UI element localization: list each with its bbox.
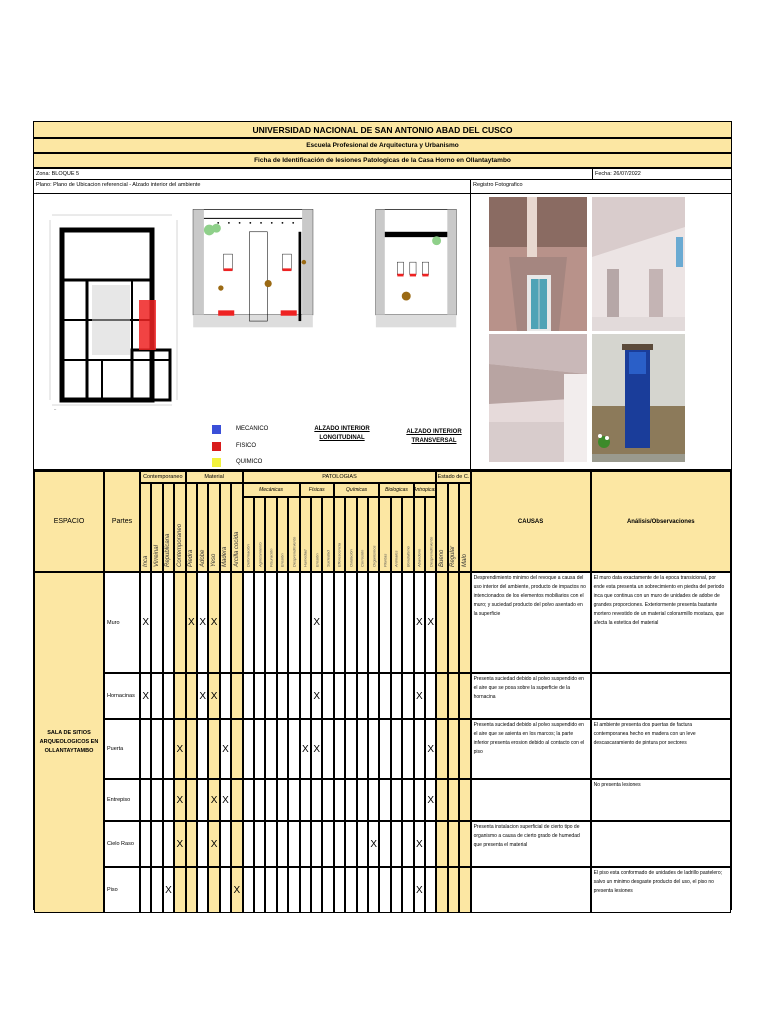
col-header-label: Yeso <box>211 553 218 567</box>
mark-cell <box>448 572 459 673</box>
mark-cell <box>448 719 459 779</box>
col-header <box>391 497 402 572</box>
mark-cell <box>197 779 208 821</box>
mark-cell <box>243 719 254 779</box>
mark-cell: X <box>425 572 436 673</box>
col-header-label: Desprendimiento <box>291 536 297 567</box>
mark-cell <box>243 673 254 719</box>
mark-cell <box>186 821 197 867</box>
mark-cell <box>322 719 333 779</box>
mark-cell <box>357 821 368 867</box>
mark-cell <box>254 673 265 719</box>
mark-cell <box>436 719 447 779</box>
col-header-label: Inca <box>142 555 149 567</box>
col-header <box>379 497 390 572</box>
mark-cell <box>277 719 288 779</box>
mark-cell <box>265 821 276 867</box>
mark-cell <box>379 821 390 867</box>
col-header <box>345 497 356 572</box>
mark-cell <box>402 572 413 673</box>
col-header-label: Erosión <box>314 553 320 567</box>
mark-cell: X <box>414 673 425 719</box>
mark-cell <box>402 779 413 821</box>
col-header-label: Deformación <box>245 544 251 567</box>
group-contemporaneo: Contemporaneo <box>140 471 186 483</box>
parte-cell: Cielo Raso <box>104 821 140 867</box>
col-header <box>357 497 368 572</box>
mark-cell <box>140 779 151 821</box>
mark-cell <box>254 779 265 821</box>
mark-cell <box>311 867 322 913</box>
observacion-cell: No presenta lesiones <box>591 779 731 821</box>
mark-cell <box>322 673 333 719</box>
parte-cell: Muro <box>104 572 140 673</box>
mark-cell <box>151 719 162 779</box>
subgroup-2: Químicas <box>334 483 380 497</box>
mark-cell <box>334 779 345 821</box>
legend-label: MECANICO <box>236 426 269 432</box>
mark-cell: X <box>174 779 185 821</box>
col-header-label: Agrietamiento <box>257 542 263 567</box>
mark-cell: X <box>220 719 231 779</box>
sheet-title: Ficha de Identificación de lesiones Patologicas de la Casa Horno en Ollantaytambo <box>33 153 732 168</box>
col-header <box>265 497 276 572</box>
col-header <box>186 483 197 572</box>
mark-cell <box>140 867 151 913</box>
mark-cell <box>391 867 402 913</box>
mark-cell <box>220 821 231 867</box>
mark-cell <box>300 572 311 673</box>
causa-cell: Presenta instalacion superficial de cierto tipo de organismo a causa de cierto grado de humedad que presenta el material <box>471 821 591 867</box>
mark-cell <box>151 867 162 913</box>
mark-cell <box>231 779 242 821</box>
legend-label: QUIMICO <box>236 459 263 465</box>
mark-cell <box>345 719 356 779</box>
mark-cell <box>151 779 162 821</box>
mark-cell <box>311 779 322 821</box>
mark-cell <box>368 673 379 719</box>
mark-cell <box>334 673 345 719</box>
col-header-label: Erosión <box>279 553 285 567</box>
col-header <box>459 483 470 572</box>
col-header-label: Madera <box>222 546 229 567</box>
mark-cell <box>311 821 322 867</box>
col-header-label: Corrosión <box>359 549 365 567</box>
mark-cell: X <box>414 821 425 867</box>
mark-cell <box>345 821 356 867</box>
col-header <box>311 497 322 572</box>
observacion-cell: El ambiente presenta dos puertas de factura contemporanea hecho en madera con un leve descascaramiento de pintura por sectores <box>591 719 731 779</box>
mark-cell <box>265 779 276 821</box>
espacio-cell: SALA DE SITIOS ARQUEOLOGICOS EN OLLANTAYTAMBO <box>34 572 104 913</box>
mark-cell <box>414 719 425 779</box>
mark-cell <box>425 673 436 719</box>
col-header-label: Suciedad <box>325 550 331 567</box>
mark-cell <box>322 867 333 913</box>
photo-label: Registro Fotografico <box>473 182 523 188</box>
mark-cell <box>368 779 379 821</box>
mark-cell <box>357 572 368 673</box>
mark-cell: X <box>140 673 151 719</box>
mark-cell <box>391 673 402 719</box>
mark-cell <box>151 821 162 867</box>
mark-cell <box>448 821 459 867</box>
mark-cell <box>186 779 197 821</box>
col-header <box>288 497 299 572</box>
mark-cell <box>186 719 197 779</box>
col-header <box>300 497 311 572</box>
mark-cell <box>391 821 402 867</box>
mark-cell <box>459 821 470 867</box>
mark-cell <box>163 572 174 673</box>
mark-cell <box>220 673 231 719</box>
col-header-label: Malo <box>461 553 468 567</box>
mark-cell <box>425 821 436 867</box>
col-header-label: Arcilla cocida <box>233 531 240 567</box>
mark-cell: X <box>220 779 231 821</box>
col-header-label: Contemporaneo <box>176 523 183 567</box>
mark-cell <box>163 673 174 719</box>
legend-swatch-fisico <box>212 442 221 451</box>
mark-cell <box>220 572 231 673</box>
date-label: Fecha: 26/07/2022 <box>592 169 641 179</box>
mark-cell <box>379 572 390 673</box>
mark-cell <box>391 779 402 821</box>
col-header <box>436 483 447 572</box>
pathology-table <box>33 470 732 910</box>
col-header-label: Humedad <box>302 549 308 567</box>
mark-cell <box>243 821 254 867</box>
mark-cell <box>345 867 356 913</box>
zone-row <box>33 168 732 180</box>
observacion-cell <box>591 673 731 719</box>
mark-cell: X <box>208 821 219 867</box>
col-header-label: Republicana <box>165 533 172 567</box>
parte-cell: Entrepiso <box>104 779 140 821</box>
mark-cell <box>459 673 470 719</box>
mark-cell <box>254 572 265 673</box>
partes-header: Partes <box>104 471 140 572</box>
mark-cell <box>436 779 447 821</box>
mark-cell <box>379 779 390 821</box>
mark-cell <box>277 779 288 821</box>
mark-cell <box>379 673 390 719</box>
col-header-label: Oxidación <box>348 549 354 567</box>
mark-cell <box>288 673 299 719</box>
mark-cell <box>231 821 242 867</box>
col-header <box>254 497 265 572</box>
mark-cell: X <box>174 821 185 867</box>
mark-cell <box>163 719 174 779</box>
col-header-label: Plantas <box>382 553 388 567</box>
mark-cell <box>220 867 231 913</box>
mark-cell <box>391 572 402 673</box>
mark-cell <box>436 673 447 719</box>
mark-cell: X <box>311 572 322 673</box>
mark-cell <box>402 867 413 913</box>
mark-cell <box>379 719 390 779</box>
col-header-label: Eflorescencia <box>336 542 342 567</box>
photo-ceiling-window <box>489 197 587 331</box>
mark-cell <box>322 821 333 867</box>
mark-cell: X <box>208 673 219 719</box>
mark-cell <box>231 719 242 779</box>
university-title: UNIVERSIDAD NACIONAL DE SAN ANTONIO ABAD DEL CUSCO <box>33 121 732 138</box>
mark-cell: X <box>163 867 174 913</box>
mark-cell <box>231 572 242 673</box>
mark-cell <box>254 719 265 779</box>
mark-cell: X <box>140 572 151 673</box>
mark-cell <box>174 572 185 673</box>
mark-cell: X <box>208 572 219 673</box>
mark-cell <box>265 867 276 913</box>
mark-cell <box>288 779 299 821</box>
col-header <box>174 483 185 572</box>
col-header-label: Piedra <box>188 549 195 567</box>
causas-header: CAUSAS <box>471 471 591 572</box>
transversal-elevation-drawing <box>369 205 464 330</box>
col-header <box>425 497 436 572</box>
mark-cell <box>140 719 151 779</box>
zone-label: Zona: BLOQUE 5 <box>36 171 80 177</box>
subgroup-1: Físicas <box>300 483 334 497</box>
mark-cell <box>322 779 333 821</box>
mark-cell <box>243 779 254 821</box>
mark-cell <box>368 867 379 913</box>
mark-cell <box>277 821 288 867</box>
mark-cell <box>322 572 333 673</box>
col-header <box>414 497 425 572</box>
group-material: Material <box>186 471 243 483</box>
causa-cell <box>471 779 591 821</box>
col-header-label: Regular <box>450 545 457 567</box>
col-header-label: Abandono <box>416 548 422 567</box>
col-header-label: Fisuración <box>268 548 274 567</box>
mark-cell <box>174 673 185 719</box>
observacion-cell: El piso esta conformado de unidades de ladrillo pastelero; salvo un minimo desgaste producto del uso, el piso no presenta lesiones <box>591 867 731 913</box>
mark-cell <box>402 673 413 719</box>
col-header-label: Virreinal <box>154 545 161 567</box>
mark-cell: X <box>414 572 425 673</box>
school-title: Escuela Profesional de Arquitectura y Urbanismo <box>33 138 732 153</box>
mark-cell <box>448 673 459 719</box>
photo-blue-door <box>592 334 685 462</box>
mark-cell <box>448 867 459 913</box>
causa-cell: Desprendimiento minimo del revoque a causa del uso interior del ambiente, producto de impactos no intencionados de los elementos mobiliarios con el muro; y suciedad producto del polvo asentado en la superficie <box>471 572 591 673</box>
col-header-label: Organismos <box>371 545 377 567</box>
mark-cell <box>208 867 219 913</box>
mark-cell <box>300 779 311 821</box>
photo-ceiling-detail <box>489 334 587 462</box>
svg-text:─: ─ <box>54 407 57 410</box>
col-header <box>402 497 413 572</box>
mark-cell <box>140 821 151 867</box>
mark-cell <box>243 572 254 673</box>
col-header <box>197 483 208 572</box>
legend-label: FISICO <box>236 443 257 449</box>
col-header <box>322 497 333 572</box>
mark-cell <box>368 719 379 779</box>
mark-cell <box>208 719 219 779</box>
mark-cell <box>436 572 447 673</box>
causa-cell <box>471 867 591 913</box>
mark-cell: X <box>425 719 436 779</box>
mark-cell: X <box>425 779 436 821</box>
col-header <box>220 483 231 572</box>
mark-cell <box>357 719 368 779</box>
col-header <box>231 483 242 572</box>
mark-cell <box>277 572 288 673</box>
transversal-elevation-label: ALZADO INTERIOR TRANSVERSAL <box>406 429 462 444</box>
mark-cell: X <box>414 867 425 913</box>
mark-cell <box>265 673 276 719</box>
mark-cell: X <box>208 779 219 821</box>
mark-cell <box>277 673 288 719</box>
mark-cell <box>357 673 368 719</box>
mark-cell <box>459 572 470 673</box>
photo-wall-corner <box>592 197 685 331</box>
col-header <box>163 483 174 572</box>
mark-cell: X <box>368 821 379 867</box>
plan-label: Plano: Plano de Ubicacion referencial - Alzado interior del ambiente <box>36 182 201 188</box>
mark-cell <box>231 673 242 719</box>
mark-cell <box>368 572 379 673</box>
causa-cell: Presenta suciedad debido al polvo suspendido en el aire que se posa sobre la superficie de la hornacina <box>471 673 591 719</box>
mark-cell <box>391 719 402 779</box>
mark-cell <box>243 867 254 913</box>
col-header-label: Bondalismo <box>405 546 411 567</box>
floor-plan-drawing <box>42 200 182 410</box>
mark-cell: X <box>300 719 311 779</box>
longitudinal-elevation-label: ALZADO INTERIOR LONGITUDINAL <box>314 426 370 441</box>
mark-cell <box>300 673 311 719</box>
col-header <box>151 483 162 572</box>
mark-cell <box>357 779 368 821</box>
mark-cell <box>300 821 311 867</box>
col-header <box>334 497 345 572</box>
col-header-label: Adobe <box>199 549 206 567</box>
mark-cell <box>414 779 425 821</box>
group-patologias: PATOLOGIAS <box>243 471 437 483</box>
mark-cell <box>174 867 185 913</box>
mark-cell <box>402 719 413 779</box>
mark-cell <box>197 867 208 913</box>
mark-cell <box>334 719 345 779</box>
mark-cell <box>288 572 299 673</box>
mark-cell <box>425 867 436 913</box>
col-header-label: Bueno <box>439 549 446 567</box>
mark-cell <box>459 719 470 779</box>
mark-cell <box>345 572 356 673</box>
mark-cell: X <box>197 572 208 673</box>
mark-cell: X <box>174 719 185 779</box>
mark-cell <box>288 719 299 779</box>
observacion-cell: El muro data exactamente de la epoca transicional, por ende esta presenta un sobrecimiento en piedra del periodo inca que continua con un muro de unidades de adobe de grandes proporciones. Exteriormente presenta bastante mortero revestido de un material colorarmillo mostaza, que afecta la estetica del material <box>591 572 731 673</box>
mark-cell <box>288 867 299 913</box>
legend-swatch-mecanico <box>212 425 221 434</box>
col-header <box>140 483 151 572</box>
mark-cell <box>334 821 345 867</box>
analisis-header: Análisis/Observaciones <box>591 471 731 572</box>
mark-cell <box>151 673 162 719</box>
col-header <box>277 497 288 572</box>
col-header <box>208 483 219 572</box>
mark-cell <box>379 867 390 913</box>
mark-cell <box>197 821 208 867</box>
mark-cell <box>334 867 345 913</box>
mark-cell <box>254 867 265 913</box>
longitudinal-elevation-drawing <box>184 205 322 330</box>
pathology-sheet <box>33 121 734 910</box>
mark-cell <box>402 821 413 867</box>
mark-cell <box>334 572 345 673</box>
observacion-cell <box>591 821 731 867</box>
mark-cell <box>163 779 174 821</box>
mark-cell <box>436 821 447 867</box>
mark-cell <box>300 867 311 913</box>
mark-cell <box>186 867 197 913</box>
subgroup-3: Biologicas <box>379 483 413 497</box>
mark-cell <box>151 572 162 673</box>
mark-cell <box>197 719 208 779</box>
col-header-label: Desprendimiento <box>428 536 434 567</box>
mark-cell <box>254 821 265 867</box>
col-header-label: Animales <box>393 550 399 567</box>
mark-cell <box>357 867 368 913</box>
mark-cell <box>288 821 299 867</box>
mark-cell: X <box>197 673 208 719</box>
causa-cell: Presenta suciedad debido al polvo suspendido en el aire que se asienta en los marcos; la parte inferior presenta erosion debido al contacto con el piso <box>471 719 591 779</box>
mark-cell <box>459 867 470 913</box>
group-estado: Estado de C. <box>436 471 470 483</box>
parte-cell: Piso <box>104 867 140 913</box>
espacio-header: ESPACIO <box>34 471 104 572</box>
mark-cell <box>277 867 288 913</box>
mark-cell <box>436 867 447 913</box>
col-header <box>448 483 459 572</box>
mark-cell: X <box>186 572 197 673</box>
mark-cell <box>265 572 276 673</box>
mark-cell <box>186 673 197 719</box>
subgroup-0: Mecánicas <box>243 483 300 497</box>
legend-swatch-quimico <box>212 458 221 467</box>
parte-cell: Puerta <box>104 719 140 779</box>
mark-cell <box>345 779 356 821</box>
col-header <box>368 497 379 572</box>
parte-cell: Hornacinas <box>104 673 140 719</box>
col-header <box>243 497 254 572</box>
plan-section <box>33 180 732 470</box>
mark-cell <box>448 779 459 821</box>
subgroup-4: Antropicas <box>414 483 437 497</box>
mark-cell: X <box>231 867 242 913</box>
mark-cell: X <box>311 719 322 779</box>
mark-cell <box>163 821 174 867</box>
mark-cell <box>459 779 470 821</box>
mark-cell <box>345 673 356 719</box>
mark-cell: X <box>311 673 322 719</box>
mark-cell <box>265 719 276 779</box>
